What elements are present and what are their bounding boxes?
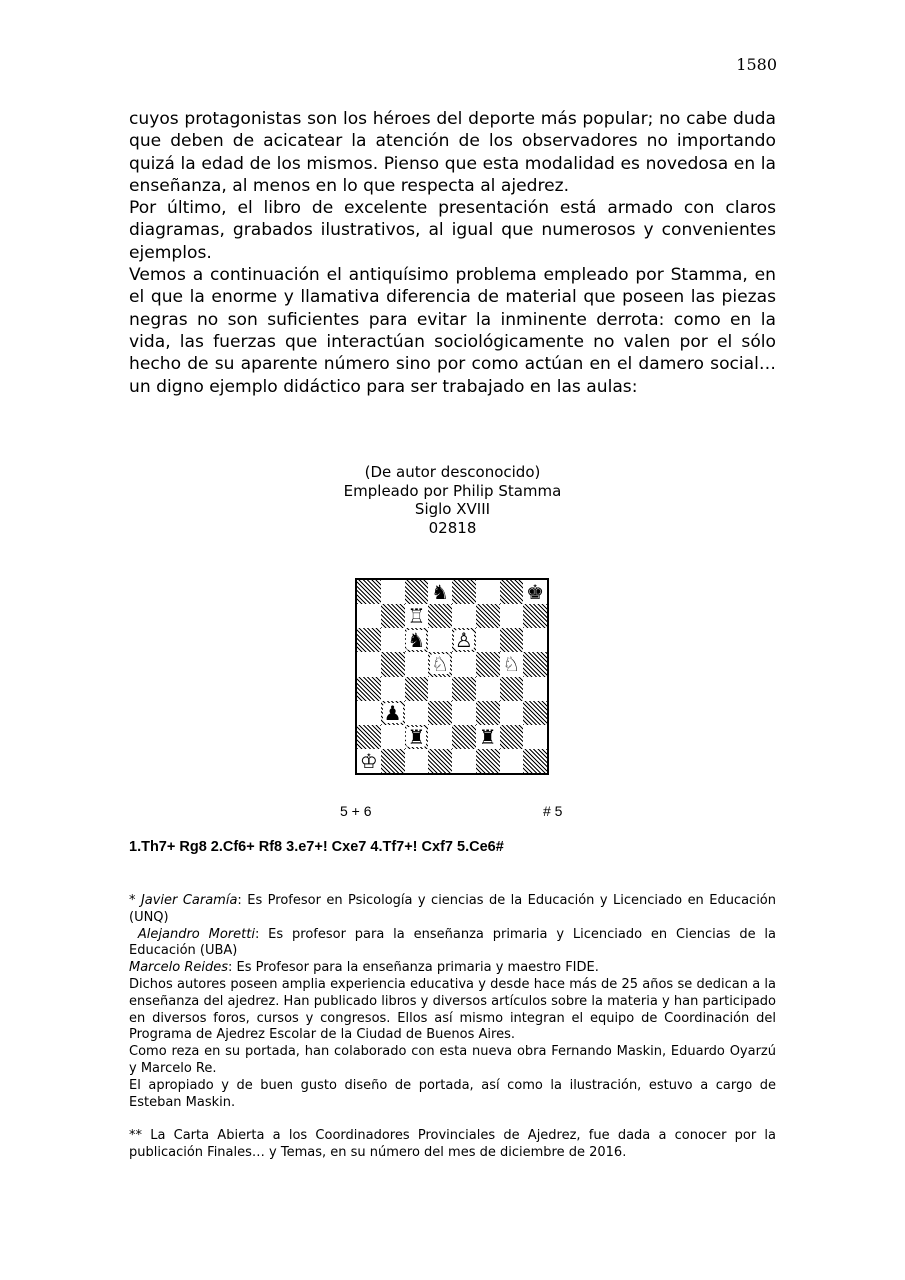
square-f7 bbox=[476, 604, 500, 628]
caption-source: Empleado por Philip Stamma bbox=[343, 481, 562, 500]
paragraph-intro: cuyos protagonistas son los héroes del deporte más popular; no cabe duda que deben de acicatear la atención de los observadores no importando quizá la edad de los mismos. Pienso que esta modalidad es novedosa en la enseñanza, al menos en lo que respecta al ajedrez. bbox=[129, 109, 776, 196]
square-f5 bbox=[476, 652, 500, 676]
square-a5 bbox=[357, 652, 381, 676]
square-b7 bbox=[381, 604, 405, 628]
square-f2 bbox=[476, 725, 500, 749]
square-g4 bbox=[500, 677, 524, 701]
square-d1 bbox=[428, 749, 452, 773]
paragraph-book-presentation: Por último, el libro de excelente presentación está armado con claros diagramas, grabados ilustrativos, al igual que numerosos y convenientes ejemplos. bbox=[129, 198, 776, 263]
black-rook-f2-icon: ♜ bbox=[478, 724, 497, 749]
footnotes bbox=[129, 893, 776, 1162]
square-h6 bbox=[523, 628, 547, 652]
square-a8 bbox=[357, 580, 381, 604]
square-h3 bbox=[523, 701, 547, 725]
square-a6 bbox=[357, 628, 381, 652]
square-h1 bbox=[523, 749, 547, 773]
square-d7 bbox=[428, 604, 452, 628]
square-c8 bbox=[405, 580, 429, 604]
solution-moves: 1.Th7+ Rg8 2.Cf6+ Rf8 3.e7+! Cxe7 4.Tf7+! Cxf7 5.Ce6# bbox=[129, 839, 504, 855]
square-f1 bbox=[476, 749, 500, 773]
page-number: 1580 bbox=[736, 55, 777, 74]
square-c6 bbox=[405, 628, 429, 652]
footnote-reides: Marcelo Reides: Es Profesor para la enseñanza primaria y maestro FIDE. bbox=[129, 960, 599, 976]
caption-author: (De autor desconocido) bbox=[364, 463, 541, 481]
footnote-moretti: Alejandro Moretti: Es profesor para la enseñanza primaria y Licenciado en Ciencias de la Educación (UBA) bbox=[129, 926, 777, 959]
footnote-caramia: * Javier Caramía: Es Profesor en Psicología y ciencias de la Educación y Licenciado en Educación (UNQ) bbox=[129, 893, 776, 925]
square-g8 bbox=[500, 580, 524, 604]
black-knight-c6-icon: ♞ bbox=[407, 628, 426, 653]
white-rook-c7-icon: ♖ bbox=[407, 604, 426, 629]
square-f8 bbox=[476, 580, 500, 604]
author-name: Alejandro Moretti bbox=[137, 926, 255, 942]
square-b5 bbox=[381, 652, 405, 676]
black-knight-d8-icon: ♞ bbox=[431, 580, 450, 605]
square-h8 bbox=[523, 580, 547, 604]
square-b3 bbox=[381, 701, 405, 725]
square-h5 bbox=[523, 652, 547, 676]
square-c5 bbox=[405, 652, 429, 676]
square-e6 bbox=[452, 628, 476, 652]
square-e8 bbox=[452, 580, 476, 604]
square-h2 bbox=[523, 725, 547, 749]
square-f4 bbox=[476, 677, 500, 701]
white-pawn-e6-icon: ♙ bbox=[454, 628, 473, 653]
square-b8 bbox=[381, 580, 405, 604]
square-h4 bbox=[523, 677, 547, 701]
square-e4 bbox=[452, 677, 476, 701]
square-d5 bbox=[428, 652, 452, 676]
square-d2 bbox=[428, 725, 452, 749]
white-knight-g5-icon: ♘ bbox=[502, 652, 521, 677]
black-king-h8-icon: ♚ bbox=[526, 580, 545, 605]
square-e1 bbox=[452, 749, 476, 773]
square-d4 bbox=[428, 677, 452, 701]
square-g5 bbox=[500, 652, 524, 676]
square-d8 bbox=[428, 580, 452, 604]
square-e7 bbox=[452, 604, 476, 628]
white-king-a1-icon: ♔ bbox=[359, 748, 378, 773]
square-a3 bbox=[357, 701, 381, 725]
square-d6 bbox=[428, 628, 452, 652]
diagram-caption bbox=[0, 463, 905, 538]
square-e5 bbox=[452, 652, 476, 676]
square-c4 bbox=[405, 677, 429, 701]
footnote-collaborators: Como reza en su portada, han colaborado con esta nueva obra Fernando Maskin, Eduardo Oyarzú y Marcelo Re. bbox=[129, 1044, 776, 1076]
material-count: 5 + 6 bbox=[340, 803, 372, 819]
square-c2 bbox=[405, 725, 429, 749]
square-g3 bbox=[500, 701, 524, 725]
square-a7 bbox=[357, 604, 381, 628]
white-knight-d5-icon: ♘ bbox=[431, 652, 450, 677]
square-g6 bbox=[500, 628, 524, 652]
square-e3 bbox=[452, 701, 476, 725]
footnote-cover-design: El apropiado y de buen gusto diseño de portada, así como la ilustración, estuvo a cargo de Esteban Maskin. bbox=[129, 1077, 776, 1110]
square-g1 bbox=[500, 749, 524, 773]
square-c1 bbox=[405, 749, 429, 773]
paragraph-stamma-problem: Vemos a continuación el antiquísimo problema empleado por Stamma, en el que la enorme y llamativa diferencia de material que poseen las piezas negras no son suficientes para evitar la inminente derrota: como en la vida, las fuerzas que interactúan sociológicamente no valen por el sólo hecho de su aparente número sino por como actúan en el damero social… un digno ejemplo didáctico para ser trabajado en las aulas: bbox=[129, 265, 776, 397]
square-b2 bbox=[381, 725, 405, 749]
black-rook-c2-icon: ♜ bbox=[407, 724, 426, 749]
square-f3 bbox=[476, 701, 500, 725]
square-f6 bbox=[476, 628, 500, 652]
main-text bbox=[129, 108, 776, 398]
square-c7 bbox=[405, 604, 429, 628]
footnote-open-letter: ** La Carta Abierta a los Coordinadores Provinciales de Ajedrez, fue dada a conocer por la publicación Finales… y Temas, en su número del mes de diciembre de 2016. bbox=[129, 1128, 776, 1161]
square-d3 bbox=[428, 701, 452, 725]
caption-code: 02818 bbox=[428, 519, 477, 538]
author-name: Javier Caramía bbox=[140, 893, 238, 908]
square-h7 bbox=[523, 604, 547, 628]
black-pawn-b3-icon: ♟ bbox=[383, 700, 402, 725]
square-c3 bbox=[405, 701, 429, 725]
square-b6 bbox=[381, 628, 405, 652]
square-e2 bbox=[452, 725, 476, 749]
square-b4 bbox=[381, 677, 405, 701]
author-name: Marcelo Reides bbox=[129, 960, 229, 976]
footnote-experience: Dichos autores poseen amplia experiencia educativa y desde hace más de 25 años se dedican a la enseñanza del ajedrez. Han publicado libros y diversos artículos sobre la materia y han participado en diversos foros, cursos y congresos. Ellos así mismo integran el equipo de Coordinación del Programa de Ajedrez Escolar de la Ciudad de Buenos Aires. bbox=[129, 976, 776, 1043]
square-a4 bbox=[357, 677, 381, 701]
square-g2 bbox=[500, 725, 524, 749]
chess-board bbox=[355, 578, 549, 775]
stipulation: # 5 bbox=[543, 803, 563, 819]
square-a1 bbox=[357, 749, 381, 773]
square-b1 bbox=[381, 749, 405, 773]
caption-century: Siglo XVIII bbox=[414, 500, 491, 519]
square-g7 bbox=[500, 604, 524, 628]
square-a2 bbox=[357, 725, 381, 749]
